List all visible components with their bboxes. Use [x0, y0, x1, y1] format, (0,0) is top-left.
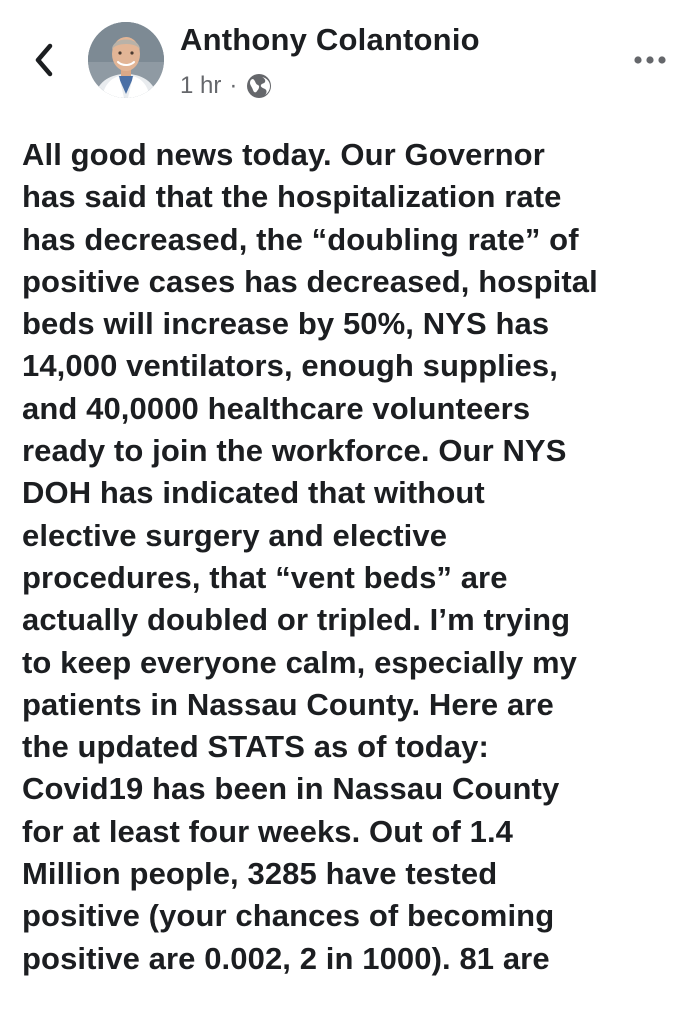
author-name[interactable]: Anthony Colantonio [180, 22, 480, 57]
post-text-line: ready to join the workforce. Our NYS [22, 433, 567, 469]
post-text-line: beds will increase by 50%, NYS has [22, 306, 550, 342]
post-text-line: has decreased, the “doubling rate” of [22, 221, 579, 257]
author-avatar[interactable] [88, 22, 164, 98]
post-text-line: positive (your chances of becoming [22, 898, 555, 934]
meta-separator: · [229, 72, 238, 99]
post-header [0, 0, 695, 120]
post-text-line: to keep everyone calm, especially my [22, 644, 578, 680]
post-text-line: Million people, 3285 have tested [22, 856, 498, 892]
post-text-line: elective surgery and elective [22, 517, 448, 553]
globe-icon [245, 72, 273, 100]
post-text-line: has said that the hospitalization rate [22, 179, 562, 215]
post-text-line: positive are 0.002, 2 in 1000). 81 are [22, 940, 550, 976]
post-text-line: patients in Nassau County. Here are [22, 686, 554, 722]
post-text-line: DOH has indicated that without [22, 475, 485, 511]
post-body [22, 134, 694, 980]
avatar-photo [88, 22, 164, 98]
post-text-line: procedures, that “vent beds” are [22, 559, 508, 595]
post-text-line: All good news today. Our Governor [22, 137, 545, 172]
post-text-line: actually doubled or tripled. I’m trying [22, 602, 571, 638]
post-text-line: 14,000 ventilators, enough supplies, [22, 348, 558, 384]
post-text-line: Covid19 has been in Nassau County [22, 771, 560, 807]
chevron-left-icon [33, 43, 55, 77]
audience-button[interactable] [245, 72, 273, 100]
post-meta [180, 72, 273, 100]
more-horizontal-icon [633, 55, 667, 65]
post-text-line: the updated STATS as of today: [22, 729, 489, 765]
more-options-button[interactable] [630, 50, 670, 70]
post-text-line: and 40,0000 healthcare volunteers [22, 390, 531, 426]
back-button[interactable] [26, 40, 62, 80]
post-text-line: positive cases has decreased, hospital [22, 263, 598, 299]
post-text-line: for at least four weeks. Out of 1.4 [22, 813, 514, 849]
post-timestamp[interactable]: 1 hr [180, 72, 222, 99]
